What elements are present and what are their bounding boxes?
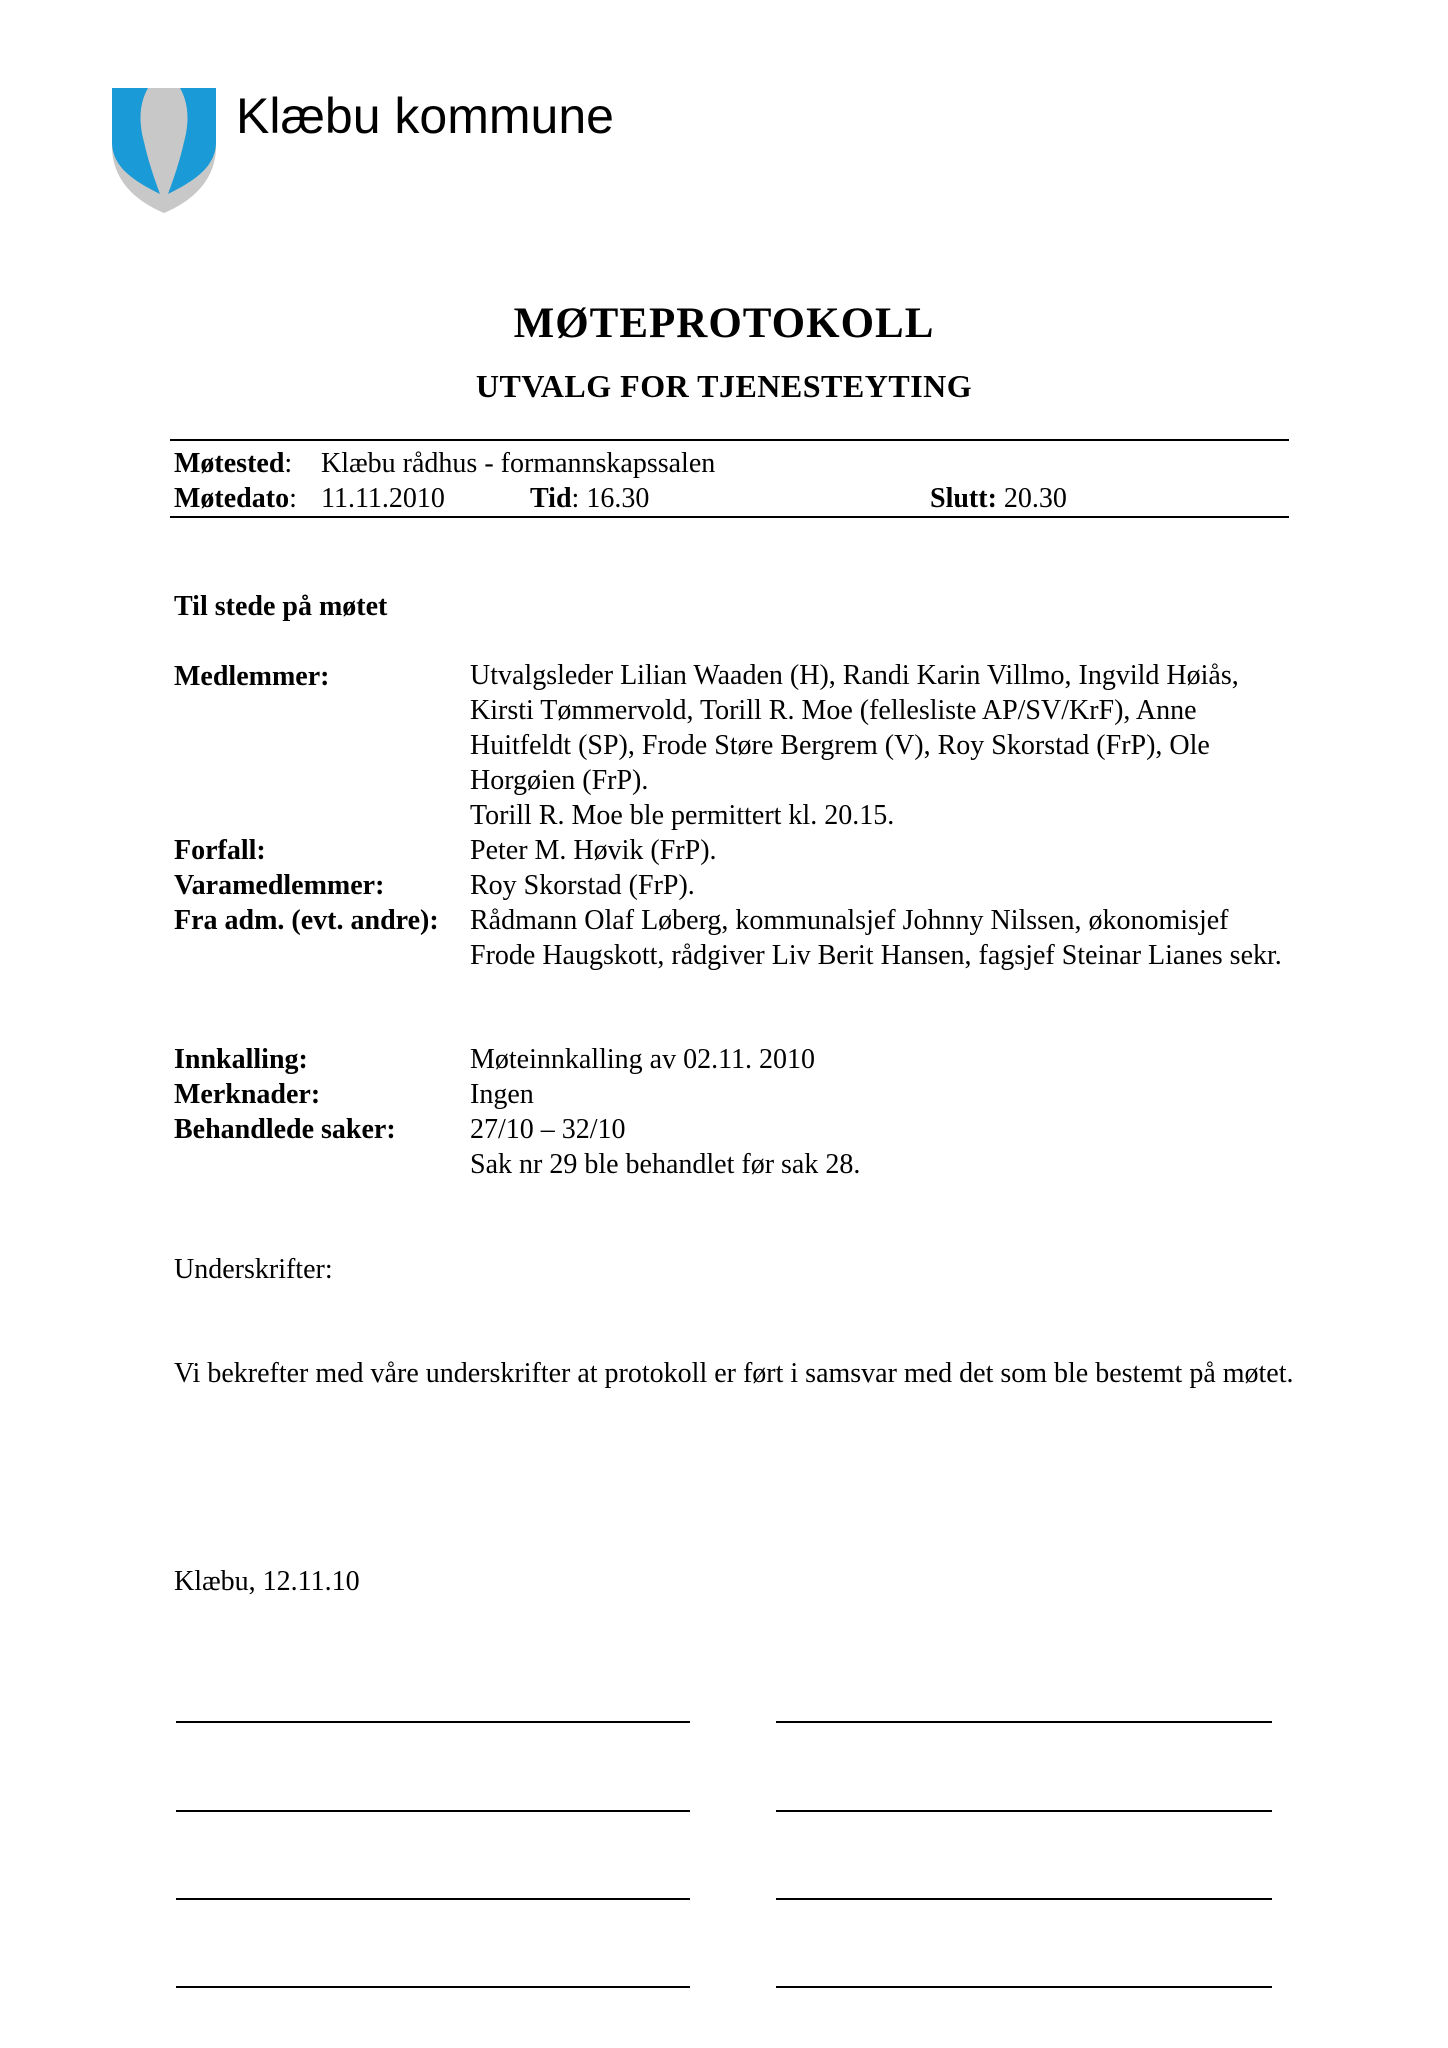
members-list: Utvalgsleder Lilian Waaden (H), Randi Karin Villmo, Ingvild Høiås, Kirsti Tømmervold, Torill R. Moe (fellesliste AP/SV/KrF), Anne Huitfeldt (SP), Frode Støre Bergrem (V), Roy Skorstad (FrP), Ole Horgøien (FrP). <box>470 660 1239 796</box>
attendance-heading: Til stede på møtet <box>174 591 388 622</box>
document-subtitle: UTVALG FOR TJENESTEYTING <box>475 368 973 404</box>
remarks-value: Ingen <box>470 1079 534 1110</box>
signature-line <box>776 1986 1272 1988</box>
signatures-statement: Vi bekrefter med våre underskrifter at protokoll er ført i samsvar med det som ble bestemt på møtet. <box>174 1358 1294 1389</box>
signature-line <box>176 1898 690 1900</box>
cases-label: Behandlede saker: <box>174 1114 396 1145</box>
cases-value: 27/10 – 32/10 <box>470 1114 626 1145</box>
admin-value: Rådmann Olaf Løberg, kommunalsjef Johnny Nilssen, økonomisjef Frode Haugskott, rådgiver Liv Berit Hansen, fagsjef Steinar Lianes sekr. <box>470 905 1282 971</box>
meeting-date-label: Møtedato <box>174 483 290 514</box>
meeting-time-value: 16.30 <box>586 483 650 514</box>
remarks-label: Merknader: <box>174 1079 321 1110</box>
meeting-place-value: Klæbu rådhus - formannskapssalen <box>321 448 716 479</box>
kommune-name: Klæbu kommune <box>236 88 614 144</box>
meeting-time-label: Tid <box>530 483 572 514</box>
meeting-place-row <box>174 446 292 481</box>
meeting-date-value: 11.11.2010 <box>321 483 445 514</box>
deputies-label: Varamedlemmer: <box>174 870 385 901</box>
signature-line <box>176 1986 690 1988</box>
absent-label: Forfall: <box>174 835 266 866</box>
summons-value: Møteinnkalling av 02.11. 2010 <box>470 1044 816 1075</box>
signature-line <box>776 1898 1272 1900</box>
meeting-end-row <box>930 481 1067 516</box>
signature-line <box>176 1810 690 1812</box>
divider-top <box>170 439 1289 441</box>
members-value <box>470 658 1290 833</box>
cases-note: Sak nr 29 ble behandlet før sak 28. <box>470 1149 861 1180</box>
meeting-date-row <box>174 481 297 516</box>
deputies-value: Roy Skorstad (FrP). <box>470 870 695 901</box>
meeting-time-row <box>530 481 649 516</box>
document-title: MØTEPROTOKOLL <box>513 300 935 347</box>
divider-bottom <box>170 516 1289 518</box>
admin-label: Fra adm. (evt. andre): <box>174 905 439 936</box>
summons-label: Innkalling: <box>174 1044 308 1075</box>
meeting-end-label: Slutt: <box>930 483 997 514</box>
colon: : <box>571 483 587 514</box>
signature-line <box>776 1810 1272 1812</box>
signatures-heading: Underskrifter: <box>174 1254 333 1285</box>
meeting-end-value: 20.30 <box>1003 483 1067 514</box>
absent-value: Peter M. Høvik (FrP). <box>470 835 717 866</box>
colon: : <box>289 483 297 514</box>
place-date: Klæbu, 12.11.10 <box>174 1566 360 1597</box>
members-note: Torill R. Moe ble permittert kl. 20.15. <box>470 800 895 831</box>
signature-line <box>776 1721 1272 1723</box>
kommune-coat-of-arms-icon <box>110 86 218 214</box>
colon: : <box>284 448 293 479</box>
meeting-place-label: Møtested <box>174 448 285 479</box>
signature-line <box>176 1721 690 1723</box>
members-label: Medlemmer: <box>174 661 330 692</box>
